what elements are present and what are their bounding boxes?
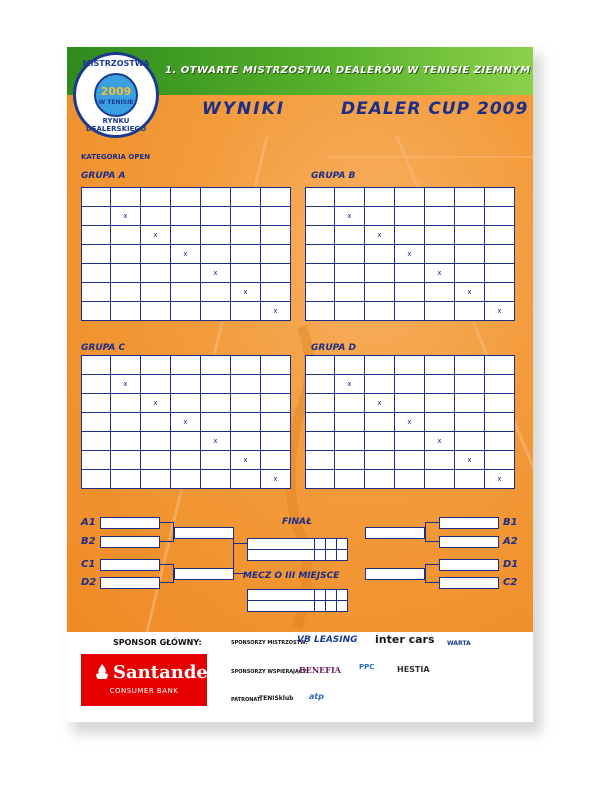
group-table-cell[interactable] xyxy=(335,245,365,264)
atp-logo: atp xyxy=(309,692,324,701)
bracket-slot-d1[interactable] xyxy=(439,559,499,571)
benefia-logo: BENEFIA xyxy=(299,665,341,675)
group-table-cell[interactable] xyxy=(82,470,111,489)
group-table-cell[interactable] xyxy=(261,245,291,264)
group-table-cell[interactable] xyxy=(455,470,485,489)
group-table-cell[interactable] xyxy=(201,207,231,226)
group-table-cell[interactable] xyxy=(485,188,515,207)
group-table-cell[interactable] xyxy=(365,188,395,207)
group-table-cell[interactable]: x xyxy=(335,207,365,226)
group-table-cell[interactable] xyxy=(82,188,111,207)
group-table-cell[interactable] xyxy=(395,470,425,489)
group-table-cell[interactable] xyxy=(141,451,171,470)
results-heading: WYNIKI xyxy=(202,99,286,119)
group-table-cell[interactable]: x xyxy=(201,432,231,451)
group-table-cell[interactable] xyxy=(455,302,485,321)
group-table-cell[interactable] xyxy=(111,245,141,264)
ppc-logo: PPC xyxy=(359,663,375,671)
group-table-row xyxy=(306,283,515,302)
championship-sponsors-label: SPONSORZY MISTRZOSTW: xyxy=(231,640,308,646)
group-table-cell[interactable] xyxy=(395,264,425,283)
group-table-cell[interactable] xyxy=(231,264,261,283)
group-table-cell[interactable] xyxy=(261,283,291,302)
group-table-cell[interactable] xyxy=(306,432,335,451)
group-table-cell[interactable] xyxy=(82,451,111,470)
group-table-cell[interactable] xyxy=(231,356,261,375)
bracket-connector xyxy=(233,543,247,544)
group-table-cell[interactable]: x xyxy=(455,451,485,470)
bracket-slot-a1[interactable] xyxy=(100,517,160,529)
bracket-slot-c2[interactable] xyxy=(439,577,499,589)
group-table-cell[interactable] xyxy=(485,207,515,226)
group-table-cell[interactable] xyxy=(455,188,485,207)
group-table-row xyxy=(82,188,291,207)
group-table-cell[interactable] xyxy=(141,264,171,283)
group-table-cell[interactable] xyxy=(171,394,201,413)
group-table-row xyxy=(306,245,515,264)
group-table-cell[interactable] xyxy=(261,394,291,413)
bracket-label-a1: A1 xyxy=(81,517,96,528)
group-table-cell[interactable] xyxy=(365,356,395,375)
group-table-cell[interactable] xyxy=(82,245,111,264)
group-table-row xyxy=(306,394,515,413)
group-table-cell[interactable]: x xyxy=(141,394,171,413)
group-table-cell[interactable] xyxy=(82,413,111,432)
group-table-cell[interactable] xyxy=(111,264,141,283)
group-table-cell[interactable] xyxy=(111,432,141,451)
group-c-label: GRUPA C xyxy=(81,343,126,353)
vb-leasing-logo: VB LEASING xyxy=(297,635,358,645)
group-table-cell[interactable] xyxy=(395,375,425,394)
group-table-cell[interactable] xyxy=(306,207,335,226)
bracket-connector xyxy=(425,582,439,583)
group-table-cell[interactable] xyxy=(335,394,365,413)
group-table-cell[interactable] xyxy=(141,207,171,226)
group-table-cell[interactable] xyxy=(111,188,141,207)
logo-year: 2009 xyxy=(100,85,132,98)
group-table-cell[interactable] xyxy=(306,375,335,394)
group-table-row xyxy=(306,302,515,321)
group-table-cell[interactable] xyxy=(365,432,395,451)
group-table-cell[interactable] xyxy=(231,245,261,264)
group-table-row xyxy=(306,470,515,489)
group-c-table xyxy=(81,355,291,489)
group-table-cell[interactable] xyxy=(395,226,425,245)
bracket-connector xyxy=(159,564,173,565)
group-table-cell[interactable] xyxy=(485,283,515,302)
group-table-cell[interactable] xyxy=(111,413,141,432)
bracket-slot-c1[interactable] xyxy=(100,559,160,571)
group-table-cell[interactable] xyxy=(365,413,395,432)
tenisklub-logo: TENISklub xyxy=(259,695,294,702)
logo-bottom-text: RYNKU DEALERSKIEGO xyxy=(85,117,147,133)
group-table-cell[interactable] xyxy=(425,245,455,264)
semifinal-slot-left-2[interactable] xyxy=(174,568,234,580)
group-table-cell[interactable] xyxy=(455,226,485,245)
group-table-cell[interactable] xyxy=(425,375,455,394)
group-table-cell[interactable] xyxy=(306,356,335,375)
group-table-row xyxy=(82,451,291,470)
group-table-cell[interactable] xyxy=(485,451,515,470)
patronage-label: PATRONAT: xyxy=(231,697,263,703)
group-table-cell[interactable]: x xyxy=(261,470,291,489)
group-table-row xyxy=(82,283,291,302)
group-table-cell[interactable] xyxy=(171,451,201,470)
group-table-cell[interactable] xyxy=(201,451,231,470)
group-table-cell[interactable] xyxy=(261,264,291,283)
group-table-cell[interactable] xyxy=(141,245,171,264)
group-table-cell[interactable]: x xyxy=(201,264,231,283)
group-table-cell[interactable] xyxy=(201,188,231,207)
group-table-row xyxy=(306,356,515,375)
group-table-row xyxy=(306,451,515,470)
bracket-connector xyxy=(425,522,426,542)
header-title: 1. OTWARTE MISTRZOSTWA DEALERÓW W TENISIE ZIEMNYM xyxy=(165,65,531,76)
group-table-cell[interactable] xyxy=(231,470,261,489)
group-table-cell[interactable] xyxy=(171,226,201,245)
group-table-row xyxy=(306,207,515,226)
group-table-row xyxy=(82,432,291,451)
group-b-table xyxy=(305,187,515,321)
bracket-slot-a2[interactable] xyxy=(439,536,499,548)
group-table-cell[interactable] xyxy=(365,207,395,226)
group-table-cell[interactable] xyxy=(365,302,395,321)
bracket-connector xyxy=(233,532,234,573)
group-table-row xyxy=(306,226,515,245)
group-table-cell[interactable] xyxy=(231,432,261,451)
group-table-cell[interactable] xyxy=(82,394,111,413)
group-table-cell[interactable] xyxy=(485,356,515,375)
group-table-cell[interactable] xyxy=(425,207,455,226)
group-table-cell[interactable] xyxy=(335,283,365,302)
group-table-cell[interactable] xyxy=(82,302,111,321)
group-table-cell[interactable] xyxy=(111,470,141,489)
hestia-logo: HESTIA xyxy=(397,665,430,674)
bracket-connector xyxy=(159,582,173,583)
group-table-cell[interactable] xyxy=(335,226,365,245)
group-table-cell[interactable] xyxy=(201,283,231,302)
group-table-cell[interactable] xyxy=(261,451,291,470)
poster xyxy=(67,47,533,722)
group-a-table xyxy=(81,187,291,321)
group-table-cell[interactable]: x xyxy=(231,283,261,302)
group-table-cell[interactable] xyxy=(306,302,335,321)
group-table-cell[interactable] xyxy=(111,356,141,375)
group-table-row xyxy=(82,302,291,321)
group-table-cell[interactable] xyxy=(82,432,111,451)
group-table-cell[interactable]: x xyxy=(395,245,425,264)
group-table-cell[interactable] xyxy=(201,245,231,264)
group-table-cell[interactable] xyxy=(425,394,455,413)
group-table-cell[interactable] xyxy=(306,245,335,264)
group-table-cell[interactable] xyxy=(306,413,335,432)
semifinal-slot-right-1[interactable] xyxy=(365,527,425,539)
group-table-cell[interactable] xyxy=(335,264,365,283)
group-table-cell[interactable] xyxy=(201,302,231,321)
group-table-cell[interactable]: x xyxy=(425,264,455,283)
group-table-cell[interactable] xyxy=(335,188,365,207)
group-table-cell[interactable] xyxy=(82,264,111,283)
group-table-cell[interactable] xyxy=(425,356,455,375)
group-table-cell[interactable] xyxy=(395,207,425,226)
group-table-cell[interactable] xyxy=(425,470,455,489)
group-table-cell[interactable] xyxy=(171,432,201,451)
group-table-cell[interactable] xyxy=(425,188,455,207)
group-table-cell[interactable] xyxy=(485,226,515,245)
group-table-cell[interactable] xyxy=(141,470,171,489)
group-table-cell[interactable] xyxy=(395,394,425,413)
group-table-cell[interactable]: x xyxy=(111,207,141,226)
group-table-cell[interactable] xyxy=(261,375,291,394)
group-table-cell[interactable] xyxy=(231,394,261,413)
group-table-cell[interactable] xyxy=(306,451,335,470)
group-table-cell[interactable]: x xyxy=(171,413,201,432)
group-table-cell[interactable] xyxy=(82,207,111,226)
group-table-cell[interactable] xyxy=(306,226,335,245)
group-table-cell[interactable] xyxy=(335,470,365,489)
group-table-cell[interactable] xyxy=(141,413,171,432)
group-table-cell[interactable] xyxy=(171,283,201,302)
group-table-cell[interactable]: x xyxy=(395,413,425,432)
group-table-cell[interactable] xyxy=(395,302,425,321)
third-place-label: MECZ O III MIEJSCE xyxy=(243,571,340,581)
group-table-cell[interactable] xyxy=(425,283,455,302)
group-table-cell[interactable] xyxy=(455,394,485,413)
group-table-cell[interactable] xyxy=(231,302,261,321)
group-table-cell[interactable] xyxy=(335,451,365,470)
group-table-cell[interactable] xyxy=(82,283,111,302)
group-a-label: GRUPA A xyxy=(81,171,126,181)
bracket-label-c1: C1 xyxy=(81,559,96,570)
group-table-cell[interactable] xyxy=(261,188,291,207)
bracket-slot-b1[interactable] xyxy=(439,517,499,529)
bracket-connector xyxy=(425,522,439,523)
group-d-label: GRUPA D xyxy=(311,343,356,353)
group-table-cell[interactable] xyxy=(261,432,291,451)
group-table-cell[interactable] xyxy=(395,432,425,451)
bracket-slot-b2[interactable] xyxy=(100,536,160,548)
group-table-cell[interactable] xyxy=(201,375,231,394)
group-table-cell[interactable] xyxy=(485,413,515,432)
group-table-cell[interactable] xyxy=(306,470,335,489)
group-table-cell[interactable] xyxy=(201,470,231,489)
group-table-cell[interactable] xyxy=(231,375,261,394)
group-table-row xyxy=(82,394,291,413)
inter-cars-logo: inter cars xyxy=(375,633,435,646)
group-table-cell[interactable] xyxy=(365,470,395,489)
group-table-cell[interactable] xyxy=(171,356,201,375)
group-table-cell[interactable] xyxy=(171,188,201,207)
logo-top-text: MISTRZOSTWA xyxy=(82,59,150,68)
group-table-cell[interactable] xyxy=(455,264,485,283)
group-table-cell[interactable] xyxy=(455,356,485,375)
bracket-connector xyxy=(159,541,173,542)
group-table-row xyxy=(82,264,291,283)
group-table-cell[interactable] xyxy=(365,375,395,394)
group-table-cell[interactable] xyxy=(425,226,455,245)
santander-logo xyxy=(81,654,218,706)
group-table-cell[interactable] xyxy=(261,207,291,226)
group-table-cell[interactable] xyxy=(201,394,231,413)
final-score-table[interactable] xyxy=(247,538,348,561)
group-table-cell[interactable] xyxy=(171,375,201,394)
group-table-row xyxy=(306,188,515,207)
group-table-cell[interactable] xyxy=(261,413,291,432)
group-table-cell[interactable] xyxy=(141,188,171,207)
group-table-row xyxy=(82,226,291,245)
group-table-cell[interactable] xyxy=(455,245,485,264)
group-table-cell[interactable] xyxy=(455,375,485,394)
group-table-cell[interactable] xyxy=(335,356,365,375)
group-table-cell[interactable] xyxy=(395,356,425,375)
event-heading: DEALER CUP 2009 xyxy=(341,99,529,119)
group-table-cell[interactable] xyxy=(171,302,201,321)
bracket-label-b2: B2 xyxy=(81,536,96,547)
bracket-label-c2: C2 xyxy=(503,577,518,588)
group-table-cell[interactable] xyxy=(171,264,201,283)
group-table-cell[interactable] xyxy=(395,283,425,302)
group-table-cell[interactable] xyxy=(395,451,425,470)
warta-logo: WARTA xyxy=(447,640,471,647)
group-table-cell[interactable] xyxy=(335,302,365,321)
group-table-cell[interactable] xyxy=(111,394,141,413)
group-table-cell[interactable] xyxy=(231,226,261,245)
group-table-row xyxy=(82,375,291,394)
group-table-cell[interactable] xyxy=(171,470,201,489)
santander-name: Santander xyxy=(113,662,218,683)
group-table-row xyxy=(82,470,291,489)
group-b-label: GRUPA B xyxy=(311,171,356,181)
group-table-cell[interactable]: x xyxy=(141,226,171,245)
group-table-cell[interactable] xyxy=(485,394,515,413)
semifinal-slot-left-1[interactable] xyxy=(174,527,234,539)
group-table-cell[interactable]: x xyxy=(365,226,395,245)
supporting-sponsors-label: SPONSORZY WSPIERAJĄCY: xyxy=(231,669,308,675)
group-table-cell[interactable]: x xyxy=(171,245,201,264)
group-table-cell[interactable] xyxy=(455,413,485,432)
group-table-cell[interactable] xyxy=(306,188,335,207)
group-table-cell[interactable] xyxy=(141,283,171,302)
group-table-cell[interactable] xyxy=(111,451,141,470)
bracket-slot-d2[interactable] xyxy=(100,577,160,589)
main-sponsor-label: SPONSOR GŁÓWNY: xyxy=(113,638,202,647)
group-table-cell[interactable]: x xyxy=(485,302,515,321)
semifinal-slot-right-2[interactable] xyxy=(365,568,425,580)
group-table-cell[interactable] xyxy=(82,226,111,245)
bracket-connector xyxy=(159,522,173,523)
group-table-cell[interactable] xyxy=(141,356,171,375)
bracket-label-d2: D2 xyxy=(81,577,97,588)
group-table-cell[interactable] xyxy=(306,283,335,302)
group-table-cell[interactable] xyxy=(171,207,201,226)
group-table-cell[interactable] xyxy=(335,432,365,451)
group-table-cell[interactable] xyxy=(395,188,425,207)
group-table-cell[interactable] xyxy=(455,207,485,226)
logo-ball-icon xyxy=(94,73,138,117)
santander-sub: CONSUMER BANK xyxy=(109,687,179,695)
group-table-row xyxy=(82,413,291,432)
group-table-cell[interactable] xyxy=(306,394,335,413)
group-d-table xyxy=(305,355,515,489)
group-table-cell[interactable] xyxy=(485,264,515,283)
group-table-cell[interactable]: x xyxy=(335,375,365,394)
group-table-cell[interactable] xyxy=(141,375,171,394)
group-table-cell[interactable] xyxy=(141,302,171,321)
group-table-cell[interactable]: x xyxy=(111,375,141,394)
bracket-label-a2: A2 xyxy=(503,536,518,547)
group-table-cell[interactable] xyxy=(485,375,515,394)
group-table-cell[interactable] xyxy=(231,188,261,207)
group-table-cell[interactable]: x xyxy=(485,470,515,489)
group-table-cell[interactable] xyxy=(425,413,455,432)
group-table-cell[interactable] xyxy=(201,413,231,432)
group-table-row xyxy=(306,413,515,432)
group-table-cell[interactable] xyxy=(485,245,515,264)
group-table-cell[interactable] xyxy=(365,451,395,470)
group-table-cell[interactable] xyxy=(365,245,395,264)
group-table-cell[interactable] xyxy=(141,432,171,451)
group-table-cell[interactable]: x xyxy=(365,394,395,413)
group-table-cell[interactable] xyxy=(201,356,231,375)
group-table-cell[interactable] xyxy=(111,283,141,302)
group-table-row xyxy=(82,356,291,375)
category-label: KATEGORIA OPEN xyxy=(81,153,151,161)
group-table-cell[interactable] xyxy=(306,264,335,283)
group-table-cell[interactable] xyxy=(82,356,111,375)
group-table-cell[interactable] xyxy=(261,356,291,375)
group-table-cell[interactable] xyxy=(365,283,395,302)
group-table-cell[interactable] xyxy=(231,413,261,432)
group-table-cell[interactable] xyxy=(201,226,231,245)
group-table-cell[interactable] xyxy=(335,413,365,432)
group-table-row xyxy=(82,207,291,226)
flame-icon xyxy=(95,664,109,680)
group-table-cell[interactable]: x xyxy=(261,302,291,321)
logo-middle-text: W TENISIE xyxy=(98,99,134,106)
group-table-row xyxy=(82,245,291,264)
group-table-cell[interactable] xyxy=(425,302,455,321)
group-table-cell[interactable] xyxy=(111,226,141,245)
group-table-cell[interactable] xyxy=(111,302,141,321)
group-table-cell[interactable]: x xyxy=(425,432,455,451)
bracket-label-b1: B1 xyxy=(503,517,518,528)
group-table-cell[interactable] xyxy=(425,451,455,470)
group-table-cell[interactable] xyxy=(455,432,485,451)
group-table-cell[interactable] xyxy=(82,375,111,394)
group-table-cell[interactable] xyxy=(365,264,395,283)
group-table-cell[interactable] xyxy=(485,432,515,451)
group-table-cell[interactable]: x xyxy=(455,283,485,302)
bracket-connector xyxy=(425,564,439,565)
group-table-cell[interactable] xyxy=(261,226,291,245)
group-table-row xyxy=(306,264,515,283)
bracket-label-d1: D1 xyxy=(503,559,519,570)
third-place-score-table[interactable] xyxy=(247,589,348,612)
final-label: FINAŁ xyxy=(282,517,312,527)
group-table-row xyxy=(306,432,515,451)
group-table-cell[interactable]: x xyxy=(231,451,261,470)
group-table-row xyxy=(306,375,515,394)
bracket-connector xyxy=(425,564,426,583)
bracket-connector xyxy=(425,541,439,542)
championship-logo xyxy=(73,52,159,138)
group-table-cell[interactable] xyxy=(231,207,261,226)
